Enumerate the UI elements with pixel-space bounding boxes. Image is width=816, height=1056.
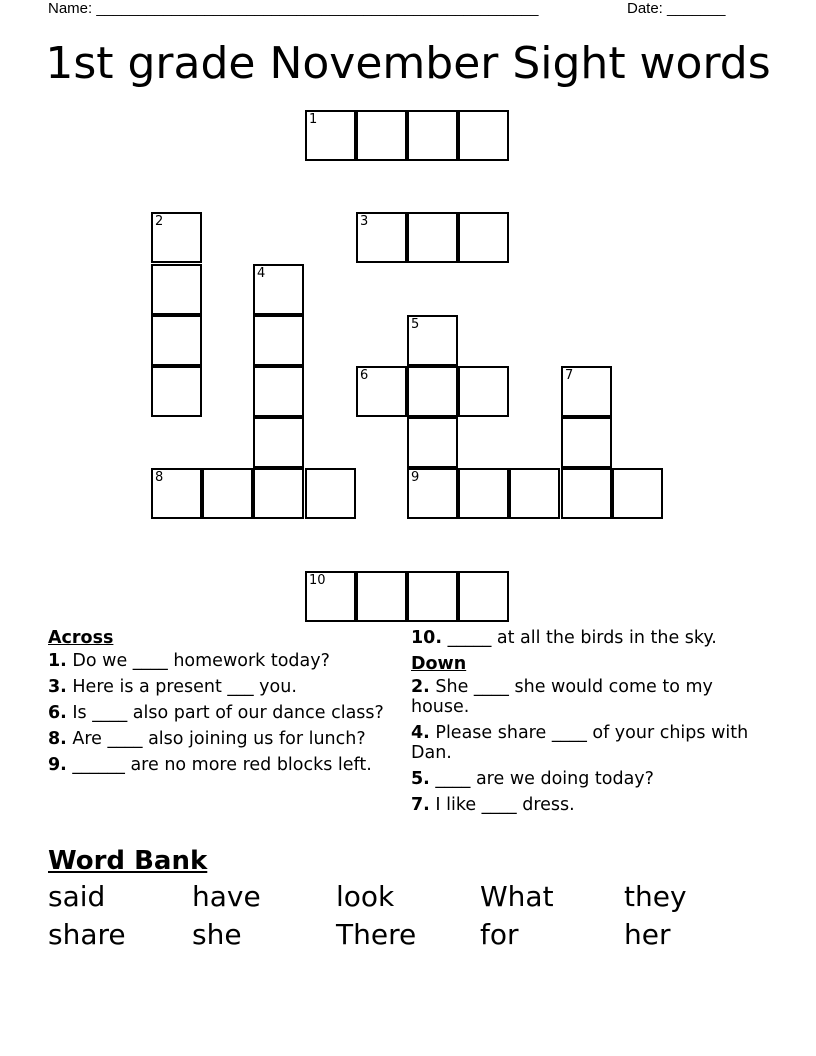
clue-number: 10. [411,628,443,648]
crossword-cell[interactable] [151,212,202,263]
word-bank-title: Word Bank [48,846,208,876]
clue-text: She ____ she would come to my house. [411,677,713,717]
crossword-cell[interactable] [407,366,458,417]
crossword-cell[interactable] [356,366,407,417]
date-field[interactable]: Date: _______ [627,0,726,17]
down-heading: Down [411,654,467,674]
clue-text: Here is a present ___ you. [66,677,297,697]
word-bank-word: What [480,880,554,913]
clue-number: 4. [411,723,430,743]
clue-text: ______ are no more red blocks left. [66,755,372,775]
word-bank-word: There [336,918,417,951]
crossword-cell[interactable] [202,468,253,519]
crossword-cell[interactable] [253,366,304,417]
clue [48,729,393,749]
crossword-cell[interactable] [509,468,560,519]
word-bank-word: share [48,918,126,951]
clue-number: 7. [411,795,430,815]
clue-text: I like ____ dress. [429,795,575,815]
name-field[interactable]: Name: _____________________________________________________ [48,0,539,17]
across-clue-list [48,651,393,775]
crossword-cell[interactable] [561,417,612,468]
clue-number: 1. [48,651,67,671]
word-bank-word: look [336,880,395,913]
crossword-cell[interactable] [458,110,509,161]
clue-number: 10 [309,573,326,588]
crossword-cell[interactable] [612,468,663,519]
clues-right-column [411,628,756,821]
crossword-cell[interactable] [305,571,356,622]
crossword-cell[interactable] [356,212,407,263]
clue-number: 6. [48,703,67,723]
crossword-cell[interactable] [458,366,509,417]
clue [48,677,393,697]
clue-number: 5. [411,769,430,789]
crossword-cell[interactable] [253,315,304,366]
clue-text: Do we ____ homework today? [66,651,330,671]
word-bank-word: said [48,880,106,913]
clue-number: 9 [411,470,420,485]
clue-number: 2 [155,214,164,229]
clue-number: 3. [48,677,67,697]
clue [48,703,393,723]
crossword-cell[interactable] [458,468,509,519]
crossword-cell[interactable] [253,468,304,519]
word-bank [48,880,768,952]
clue [411,769,756,789]
crossword-cell[interactable] [458,212,509,263]
crossword-cell[interactable] [151,468,202,519]
across-heading: Across [48,628,114,648]
clue-text: ____ are we doing today? [429,769,654,789]
crossword-cell[interactable] [151,264,202,315]
clues-left-column [48,628,393,781]
clue [411,795,756,815]
word-bank-word: have [192,880,261,913]
clue [411,628,756,648]
clue [411,677,756,717]
crossword-cell[interactable] [407,110,458,161]
crossword-cell[interactable] [151,315,202,366]
across-continued-list [411,628,756,648]
crossword-cell[interactable] [561,366,612,417]
clue-number: 8 [155,470,164,485]
crossword-cell[interactable] [151,366,202,417]
word-bank-word: she [192,918,242,951]
clue [48,651,393,671]
crossword-cell[interactable] [561,468,612,519]
page-title: 1st grade November Sight words [45,38,771,89]
clue-number: 8. [48,729,67,749]
clue-number: 2. [411,677,430,697]
clue-number: 3 [360,214,369,229]
clue-text: Are ____ also joining us for lunch? [66,729,366,749]
crossword-cell[interactable] [305,110,356,161]
crossword-cell[interactable] [407,468,458,519]
clue-text: _____ at all the birds in the sky. [442,628,717,648]
clue-number: 6 [360,368,369,383]
crossword-cell[interactable] [253,417,304,468]
clue [411,723,756,763]
clue-number: 1 [309,112,318,127]
word-bank-word: they [624,880,687,913]
crossword-cell[interactable] [407,417,458,468]
word-bank-word: her [624,918,671,951]
clue-number: 7 [565,368,574,383]
clue-number: 5 [411,317,420,332]
clue-number: 9. [48,755,67,775]
crossword-cell[interactable] [407,315,458,366]
crossword-cell[interactable] [253,264,304,315]
clue-number: 4 [257,266,266,281]
crossword-cell[interactable] [356,571,407,622]
crossword-cell[interactable] [407,212,458,263]
crossword-cell[interactable] [305,468,356,519]
down-clue-list [411,677,756,815]
crossword-cell[interactable] [356,110,407,161]
clue [48,755,393,775]
word-bank-word: for [480,918,519,951]
clue-text: Please share ____ of your chips with Dan. [411,723,749,763]
crossword-cell[interactable] [458,571,509,622]
clue-text: Is ____ also part of our dance class? [66,703,384,723]
crossword-cell[interactable] [407,571,458,622]
